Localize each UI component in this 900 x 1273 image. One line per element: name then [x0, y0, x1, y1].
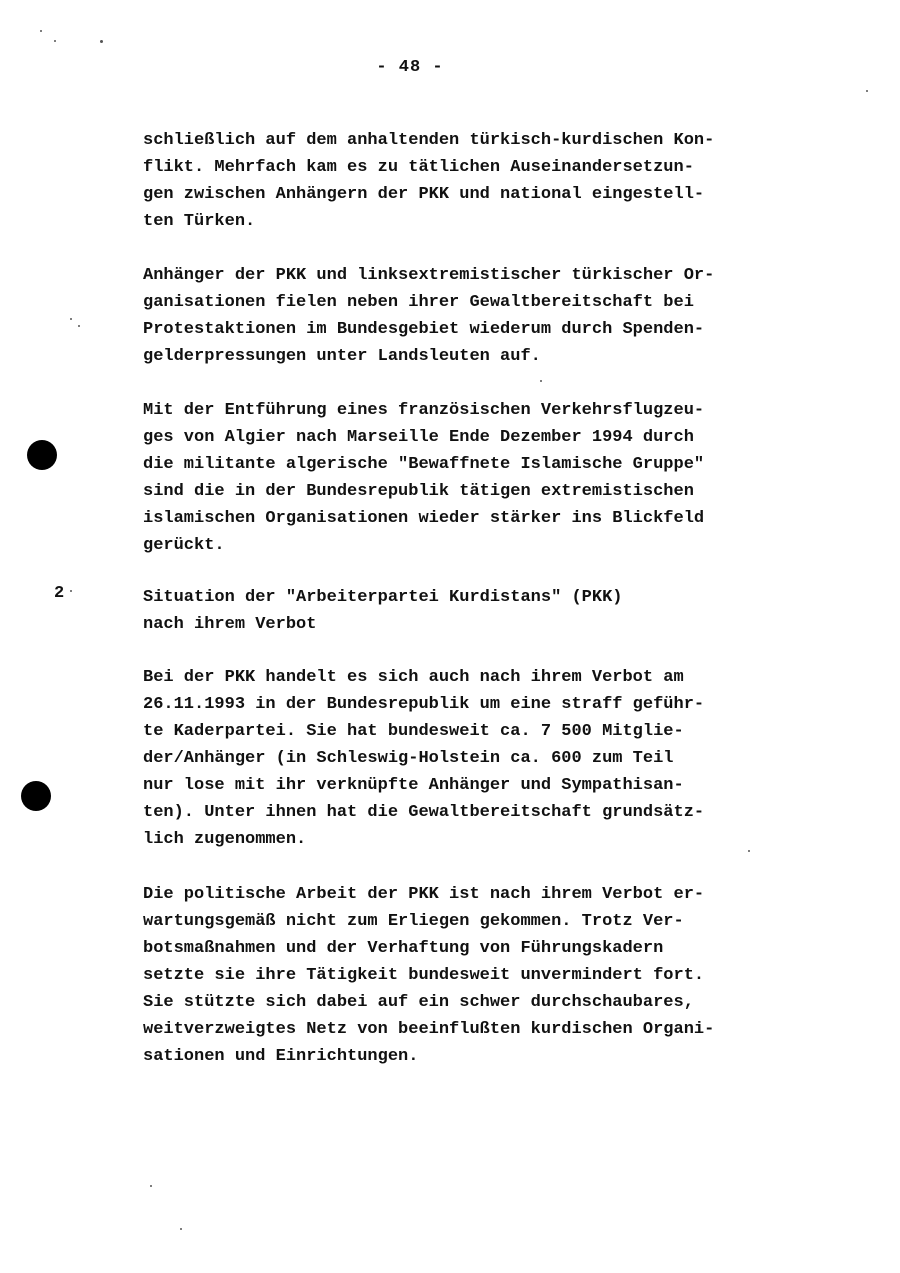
paragraph-conflict: schließlich auf dem anhaltenden türkisch-kurdischen Kon- flikt. Mehrfach kam es zu tätlichen Auseinandersetzun- gen zwischen Anhängern der PKK und national eingestell- ten Türken. [143, 131, 715, 231]
scan-speck [70, 318, 72, 320]
paragraph-hijacking: Mit der Entführung eines französischen Verkehrsflugzeu- ges von Algier nach Marseille Ende Dezember 1994 durch die militante algerische "Bewaffnete Islamische Gruppe" sind die in der Bundesrepublik tätigen extremistischen islamischen Organisationen wieder stärker ins Blickfeld gerückt. [143, 401, 705, 555]
punch-hole-lower [21, 781, 51, 811]
scan-speck [40, 30, 42, 32]
section-heading: Situation der "Arbeiterpartei Kurdistans" (PKK) nach ihrem Verbot [143, 588, 623, 634]
scan-speck [180, 1228, 182, 1230]
page-number: - 48 - [376, 58, 444, 77]
scan-speck [748, 850, 750, 852]
section-number: 2 [54, 584, 65, 603]
scan-speck [70, 590, 72, 592]
punch-hole-upper [27, 440, 57, 470]
scan-speck [150, 1185, 152, 1187]
scan-speck [866, 90, 868, 92]
scan-speck [54, 40, 56, 42]
paragraph-cadre-party: Bei der PKK handelt es sich auch nach ihrem Verbot am 26.11.1993 in der Bundesrepublik um eine straff geführ- te Kaderpartei. Sie hat bundesweit ca. 7 500 Mitglie- der/Anhänger (in Schleswig-Holstein ca. 600 zum Teil nur lose mit ihr verknüpfte Anhänger und Sympathisan- ten). Unter ihnen hat die Gewaltbereitschaft grundsätz- lich zugenommen. [143, 668, 705, 849]
paragraph-political-work: Die politische Arbeit der PKK ist nach ihrem Verbot er- wartungsgemäß nicht zum Erliegen gekommen. Trotz Ver- botsmaßnahmen und der Verhaftung von Führungskadern setzte sie ihre Tätigkeit bundesweit unvermindert fort. Sie stützte sich dabei auf ein schwer durchschaubares, weitverzweigtes Netz von beeinflußten kurdischen Organi- sationen und Einrichtungen. [143, 885, 715, 1066]
paragraph-extortion: Anhänger der PKK und linksextremistischer türkischer Or- ganisationen fielen neben ihrer Gewaltbereitschaft bei Protestaktionen im Bundesgebiet wiederum durch Spenden- gelderpressungen unter Landsleuten auf. [143, 266, 715, 366]
scan-speck [100, 40, 103, 43]
scan-speck [540, 380, 542, 382]
scan-speck [78, 325, 80, 327]
